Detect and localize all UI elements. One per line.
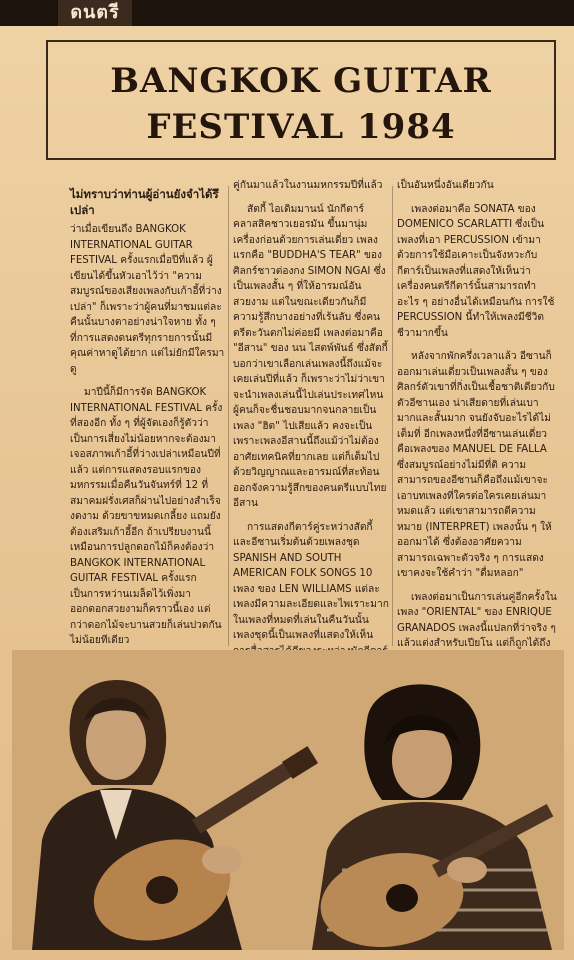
- article-headline: ไม่ทราบว่าท่านผู้อ่านยังจำได้รึเปล่า: [70, 187, 219, 217]
- section-tag: ดนตรี: [58, 0, 132, 26]
- column-rule-1: [228, 186, 229, 646]
- col3-paragraph-3: หลังจากพักครึ่งเวลาแล้ว อีซานก็ออกมาเล่นเดี่ยวเป็นเพลงสั้น ๆ ของศิลกร์ตัวเขาที่กิ่งเป็นเชื้อชาติเดียวกับตัวอีซานเอง น่าเสียดายที่เล่นเบามากและสั้นมาก จนยังจับอะไรได้ไม่เต็มที่ อีกเพลงหนึ่งที่อีซานเล่นเดี่ยวคือเพลงของ MANUEL DE FALLA ซึ่งสมบูรณ์อย่างไม่มีที่ติ ความสามารถของอีซานก็คือถึงแม้เขาจะเอาบทเพลงที่ใครต่อใครเคยเล่นมาหมดแล้ว แต่เขาสามารถตีความหมาย (INTERPRET) เพลงนั้น ๆ ให้ออกมาได้ ซึ่งต้องอาศัยความสามารถเฉพาะตัวจริง ๆ การแสดงเขาคงจะใช้คำว่า "ดื่มหลอก": [397, 351, 555, 579]
- col1-paragraph-1: ว่าเมื่อเขียนถึง BANGKOK INTERNATIONAL GUITAR FESTIVAL ครั้งแรกเมื่อปีที่แล้ว ผู้เขียนได้ขึ้นหัวเอาไว้ว่า "ความสมบูรณ์ของเสียงเพลงกับเก้าอี้ที่ว่างเปล่า" ก็เพราะว่าผู้คนที่มาชมแต่ละคืนนั้นบางตาอย่างน่าใจหาย ทั้ง ๆ ที่การแสดงดนตรีทุกรายการนั้นมีคุณค่าหาดูได้ยาก แต่ไม่ยักมีใครมาดู: [70, 224, 225, 375]
- column-1: [70, 178, 225, 648]
- article-title: [48, 58, 554, 150]
- guitarists-photo: [12, 650, 564, 950]
- col2-paragraph-3: การแสดงกีตาร์คู่ระหว่างสัตกี้ และอีซานเริ่มต้นด้วยเพลงชุด SPANISH AND SOUTH AMERICAN FOLK SONGS 10 เพลง ของ LEN WILLIAMS แต่ละเพลงมีความละเอียดและไพเราะมาก ในเพลงที่หมดที่เล่นในคืนวันนั้น เพลงชุดนี้เป็นเพลงที่แสดงให้เห็น: [233, 521, 389, 641]
- column-3: [397, 178, 557, 658]
- header-bar: [0, 0, 574, 26]
- photo-illustration: [12, 650, 564, 950]
- col3-paragraph-1: เป็นอันหนึ่งอันเดียวกัน: [397, 180, 494, 191]
- col1-paragraph-2: มาปีนี้ก็มีการจัด BANGKOK INTERNATIONAL FESTIVAL ครั้งที่สองอีก ทั้ง ๆ ที่ผู้จัดเองก็รู้ตัวว่าเป็นการเสี่ยงไม่น้อยหากจะต้องมาเจอสภาพเก้าอี้ที่ว่างเปล่าเหมือนปีที่แล้ว แต่การแสดงรอบแรกของมหกรรมเมื่อคืนวันจันทร์ที่ 12 ที่สมาคมฝรั่งเศสก็ผ่านไปอย่างสำเร็จงดงาม ด้วยขาขหมดเกลี้ยง แถมยังต้องเสริมเก้าอี้อีก ถ้าเปรียบงานนี้เหมือนการปลูกดอกไม้ก็คงต้องว่า BANGKOK INTERNATIONAL GUITAR FESTIVAL ครั้งแรก เป็นการหว่านเมล็ดไว้เพิ่งมาออกดอกสวยงามก็คราวนี้เอง แต่กว่าดอกไม้จะบานสวยก็เล่นปวดกันไม่น้อยทีเดียว: [70, 387, 223, 646]
- column-rule-2: [392, 186, 393, 646]
- col3-paragraph-2: เพลงต่อมาคือ SONATA ของ DOMENICO SCARLATTI ซึ่งเป็นเพลงที่เอา PERCUSSION เข้ามาด้วยการใช้มือเคาะเป็นจังหวะกับกีตาร์เป็นเพลงที่แสดงให้เห็นว่าเครื่องคนตรีกีตาร์นั้นสามารถทำอะไร ๆ อย่างอื่นได้เหมือนกัน การใช้ PERCUSSION นี้ทำให้เพลงมีชีวิตชีวามากขึ้น: [397, 203, 555, 339]
- title-line-2: FESTIVAL 1984: [146, 107, 456, 147]
- column-2: [233, 178, 389, 658]
- title-line-1: BANGKOK GUITAR: [110, 61, 492, 101]
- col3-paragraph-4: เพลงต่อมาเป็นการเล่นคู่อีกครั้งในเพลง "ORIENTAL" ของ ENRIQUE GRANADOS เพลงนี้แปลกที่ว่าจริง ๆ แล้วแต่งสำหรับเปียโน แต่ก็ถูกได้ถึง: [397, 591, 557, 649]
- title-box: [46, 40, 556, 160]
- col2-paragraph-1: คู่กันมาแล้วในงานมหกรรมปีที่แล้ว: [233, 180, 383, 191]
- col2-paragraph-2: สัตกี้ ไอเดิมมานน์ นักกีตาร์คลาสสิคชาวเยอรมัน ขึ้นมานุ่มเครื่องก่อนด้วยการเล่นเดี่ยว เพลงแรกคือ "BUDDHA'S TEAR" ของศิลกร์ชาวต่องกง SIMON NGAI ซึ่งเป็นเพลงสั้น ๆ ที่ให้อารมณ์อันสวยงาม แต่ในขณะเดียวกันก็มีความรู้สึกบางอย่างที่เร้นลับ ซึ่งคนตรีตะวันตกไม่ค่อยมี เพลงต่อมาคือ "อีสาน" ของ นน ไสตพ์พันธ์ ซึ่งสัตกี้บอกว่าเขาเลือกเล่นเพลงนี้ถึงแม้จะเคยเล่นปีที่แล้ว ก็เพราะว่าไม่ว่าเขาจะนำเพลงเล่นนี้ไปเล่นประเทศไหนผู้คนก็จะชื่นชอบมากจนกลายเป็นเพลง "ฮิต" ไปเสียแล้ว คงจะเป็นเพราะเพลงอีสานนี้ถึงแม้ว่าไม่ต้องอาศัยเทคนิคที่ยากเลย แต่ก็เต็มไปด้วยวิญญาณและอารมณ์ที่สะท้อนออกจังความรู้สึกของคนตรีแบบไทยอีสาน: [233, 203, 388, 509]
